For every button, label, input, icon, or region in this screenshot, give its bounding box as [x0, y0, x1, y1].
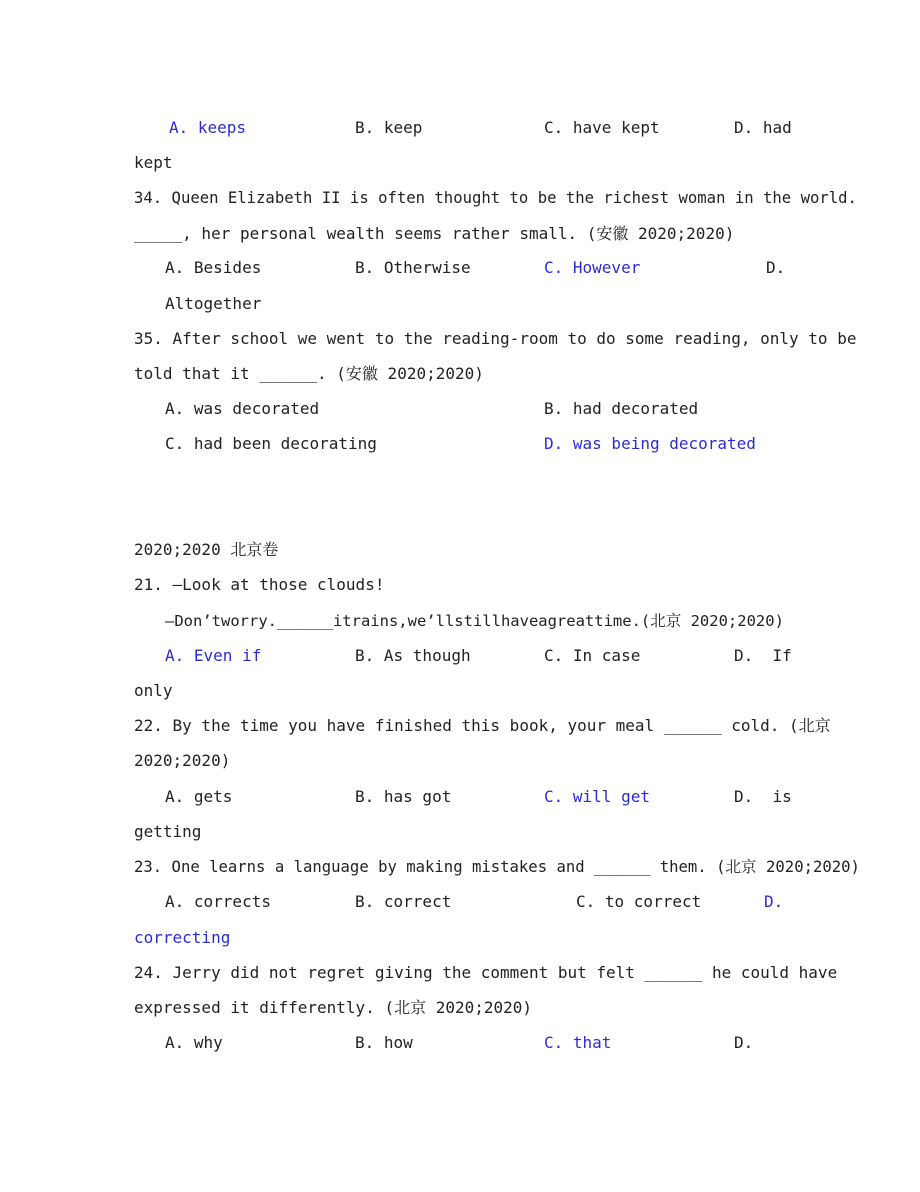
q34-stem-line1: 34. Queen Elizabeth II is often thought to be the richest woman in the world. [134, 189, 857, 207]
q23-option-c: C. to correct [576, 892, 702, 911]
q35-option-b: B. had decorated [544, 399, 699, 418]
q24-option-b: B. how [355, 1033, 413, 1052]
q21-option-d-wrap: only [134, 681, 173, 700]
q24-option-c: C. that [544, 1033, 612, 1052]
q22-option-b: B. has got [355, 787, 452, 806]
q21-stem-line2: —Don’tworry.______itrains,we’llstillhaveagreattime.(北京 2020;2020) [165, 612, 784, 630]
q21-option-a: A. Even if [165, 646, 262, 665]
q34-stem-line2: _____, her personal wealth seems rather small. (安徽 2020;2020) [134, 224, 735, 243]
q35-option-a: A. was decorated [165, 399, 320, 418]
q21-option-c: C. In case [544, 646, 641, 665]
q35-option-d: D. was being decorated [544, 434, 756, 453]
q22-option-a: A. gets [165, 787, 233, 806]
q23-option-d-wrap: correcting [134, 928, 231, 947]
q35-option-c: C. had been decorating [165, 434, 377, 453]
q21-stem-line1: 21. —Look at those clouds! [134, 575, 385, 594]
q33-option-c: C. have kept [544, 118, 660, 137]
q24-option-a: A. why [165, 1033, 223, 1052]
q34-option-a: A. Besides [165, 258, 262, 277]
q23-option-a: A. corrects [165, 892, 271, 911]
q22-stem-line2: 2020;2020) [134, 751, 231, 770]
q34-option-b: B. Otherwise [355, 258, 471, 277]
section-title: 2020;2020 北京卷 [134, 540, 279, 559]
q33-option-b: B. keep [355, 118, 423, 137]
q33-option-d-wrap: kept [134, 153, 173, 172]
q23-stem-line1: 23. One learns a language by making mistakes and ______ them. (北京 2020;2020) [134, 858, 860, 876]
q22-stem-line1: 22. By the time you have finished this book, your meal ______ cold. (北京 [134, 716, 831, 735]
q35-stem-line2: told that it ______. (安徽 2020;2020) [134, 364, 484, 383]
q34-option-c: C. However [544, 258, 641, 277]
q21-option-b: B. As though [355, 646, 471, 665]
q34-option-d: D. [766, 258, 786, 277]
q22-option-d-wrap: getting [134, 822, 202, 841]
q22-option-d: D. is [734, 787, 792, 806]
q33-option-a: A. keeps [169, 118, 247, 137]
q34-option-d-wrap: Altogether [165, 294, 262, 313]
q22-option-c: C. will get [544, 787, 650, 806]
q33-option-d: D. had [734, 118, 792, 137]
q24-stem-line1: 24. Jerry did not regret giving the comment but felt ______ he could have [134, 963, 838, 982]
q21-option-d: D. If [734, 646, 792, 665]
q24-option-d: D. [734, 1033, 754, 1052]
q23-option-d: D. [764, 892, 784, 911]
q23-option-b: B. correct [355, 892, 452, 911]
q35-stem-line1: 35. After school we went to the reading-room to do some reading, only to be [134, 329, 857, 348]
q24-stem-line2: expressed it differently. (北京 2020;2020) [134, 998, 533, 1017]
